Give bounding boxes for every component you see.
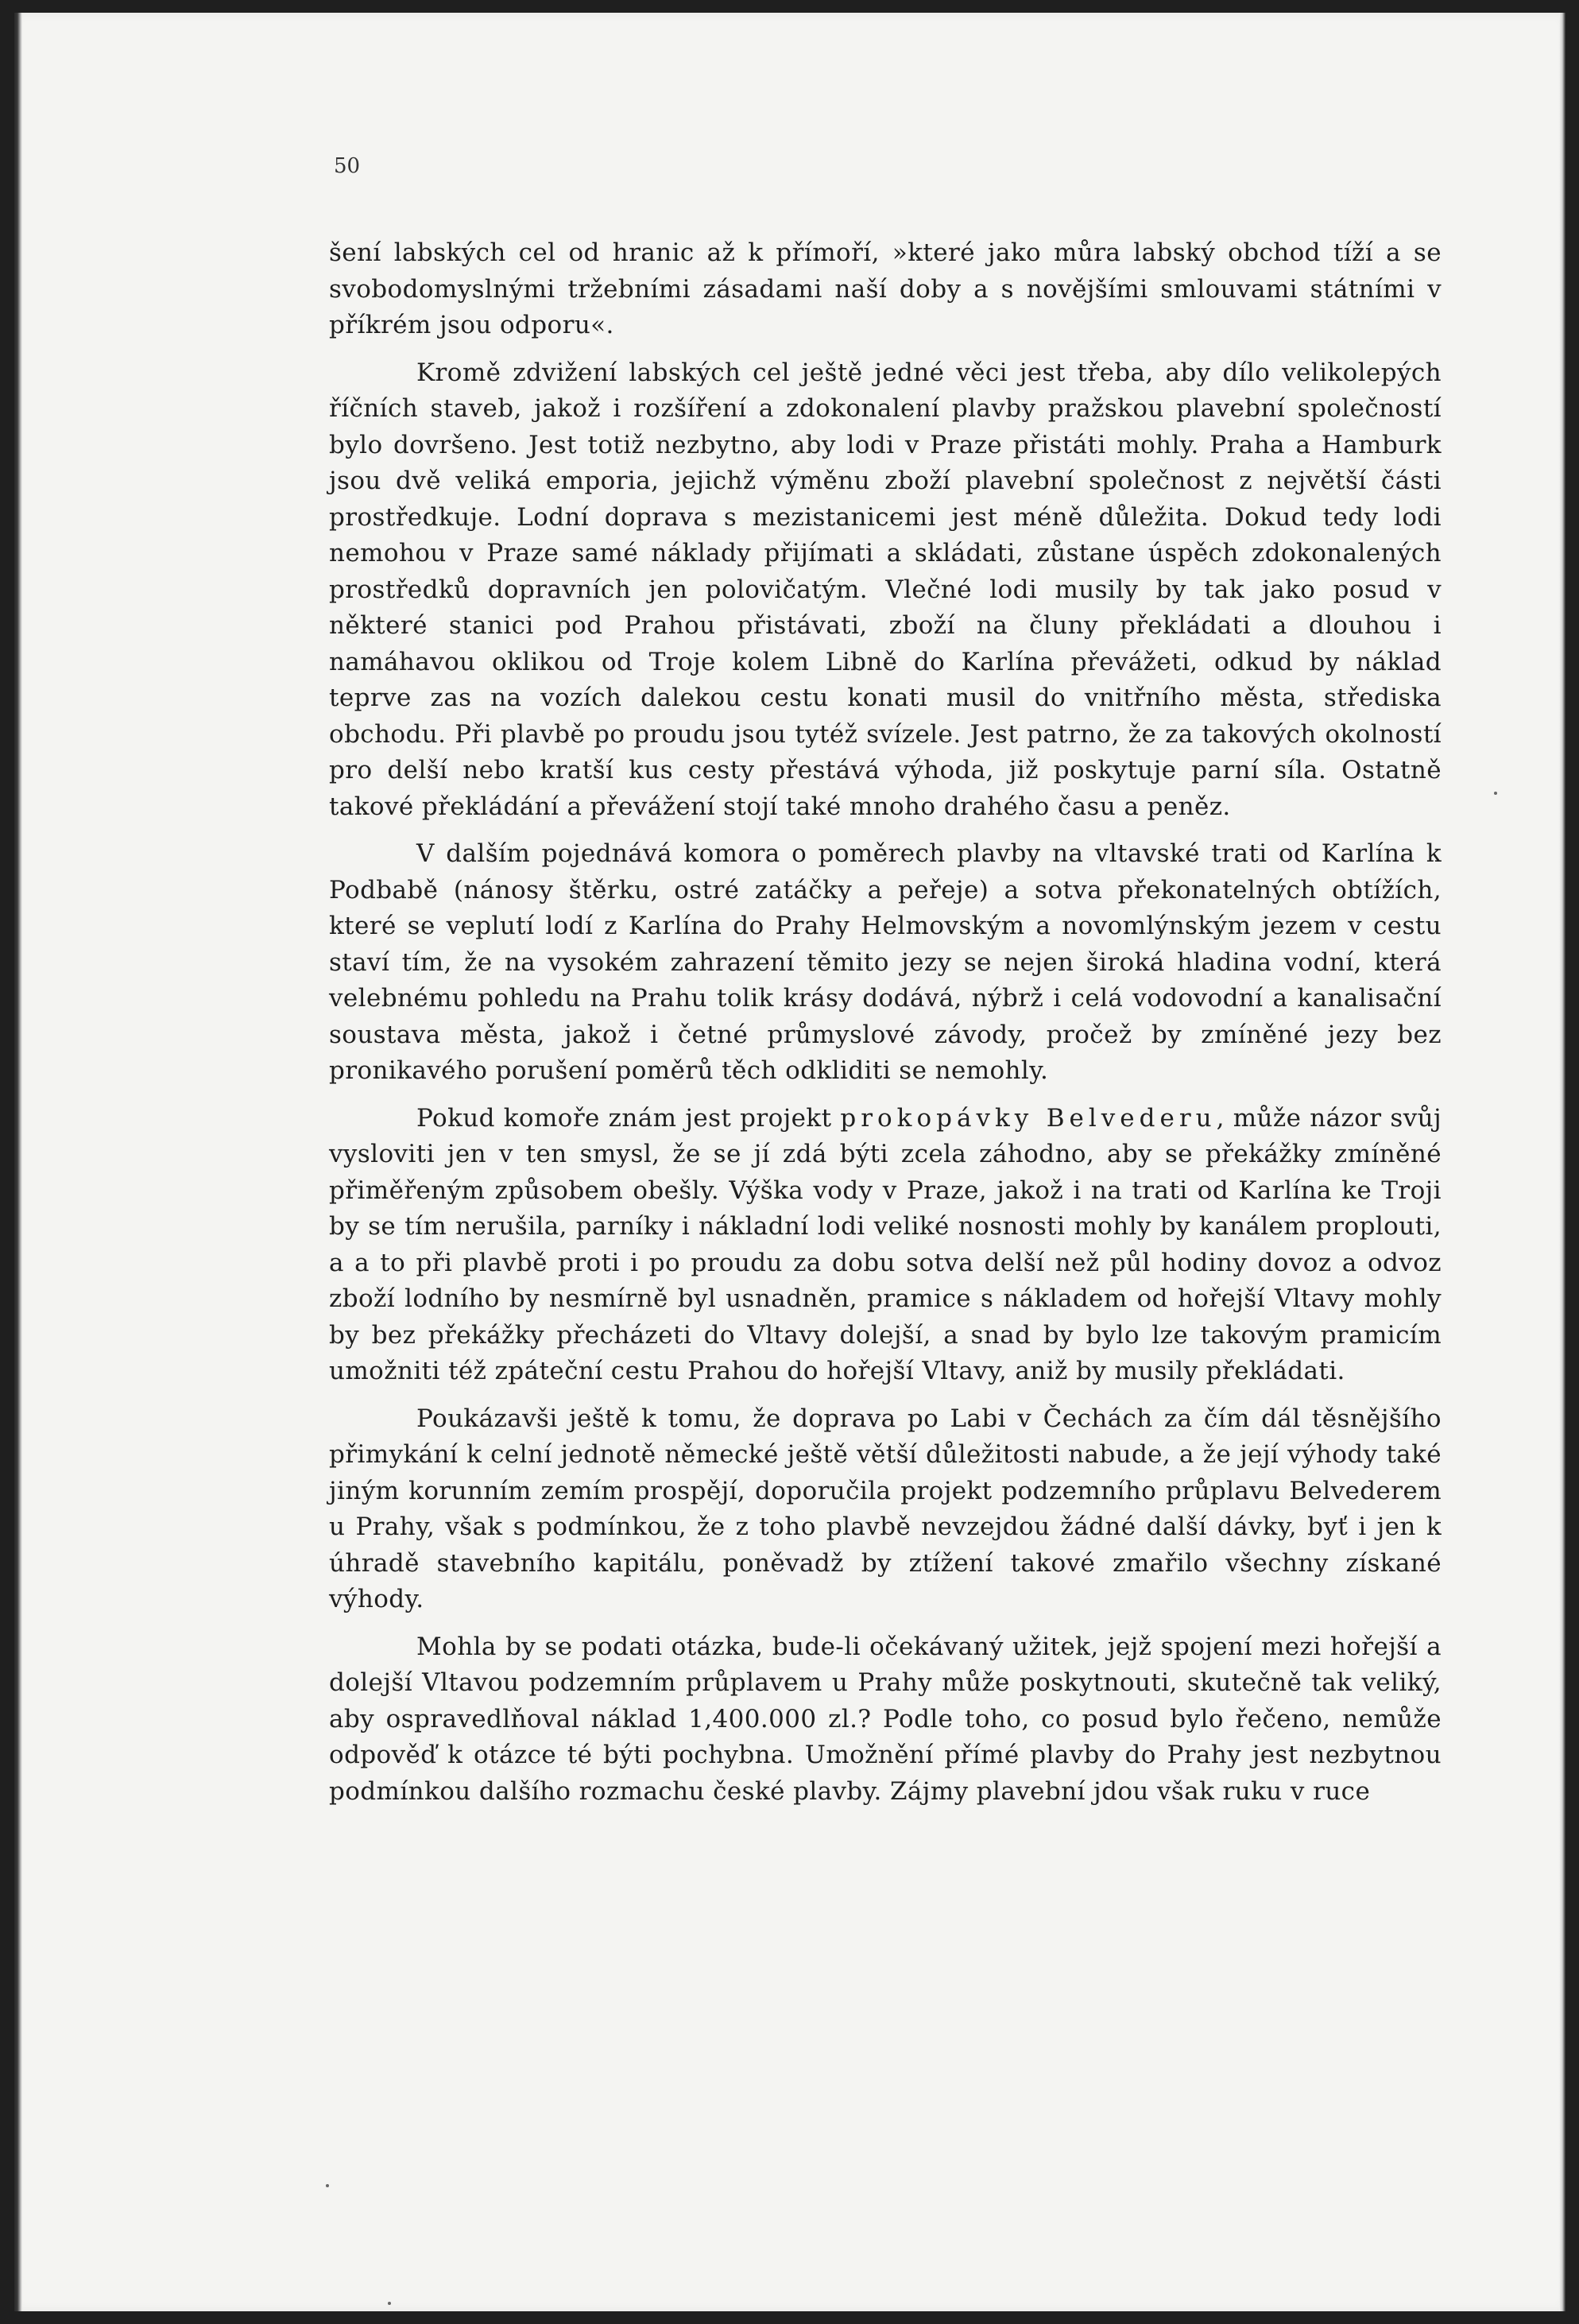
paragraph-4-rest: , může názor svůj vysloviti jen v ten smysl, že se jí zdá býti zcela záhodno, aby se překážky zmíněné přiměřeným způsobem obešly. Výška vody v Praze, jakož i na trati od Karlína ke Troji by se tím nerušila, parníky i nákladní lodi veliké nosnosti mohly by kanálem proplouti, a a to při plavbě proti i po proudu za dobu sotva delší než půl hodiny dovoz a odvoz zboží lodního by nesmírně byl usnadněn, pramice s nákladem od hořejší Vltavy mohly by bez překážky přecházeti do Vltavy dolejší, a snad by bylo lze takovým pramicím umožniti též zpáteční cestu Prahou do hořejší Vltavy, aniž by musily překládati. (329, 1103, 1442, 1385)
paragraph-5: Poukázavši ještě k tomu, že doprava po Labi v Čechách za čím dál těsnějšího přimykání k celní jednotě německé ještě větší důležitosti nabude, a že její výhody také jiným korunním zemím prospějí, doporučila projekt podzemního průplavu Belvederem u Prahy, však s podmínkou, že z toho plavbě nevzejdou žádné další dávky, byť i jen k úhradě stavebního kapitálu, poněvadž by ztížení takové zmařilo všechny získané výhody. (329, 1404, 1442, 1613)
page-left-binding-edge (14, 13, 22, 2311)
body-text (329, 235, 1442, 1821)
paragraph-6: Mohla by se podati otázka, bude-li očekávaný užitek, jejž spojení mezi hořejší a dolejší Vltavou podzemním průplavem u Prahy může poskytnouti, skutečně tak veliký, aby ospravedlňoval náklad 1,400.000 zl.? Podle toho, co posud bylo řečeno, nemůže odpověď k otázce té býti pochybna. Umožnění přímé plavby do Prahy jest nezbytnou podmínkou dalšího rozmachu české plavby. Zájmy plavební jdou však ruku v ruce (329, 1632, 1442, 1806)
scan-speck (388, 2302, 391, 2305)
paragraph-2: Kromě zdvižení labských cel ještě jedné věci jest třeba, aby dílo velikolepých říčních staveb, jakož i rozšíření a zdokonalení plavby pražskou plavební společností bylo dovršeno. Jest totiž nezbytno, aby lodi v Praze přistáti mohly. Praha a Hamburk jsou dvě veliká emporia, jejichž výměnu zboží plavební společnost z největší části prostředkuje. Lodní doprava s mezistanicemi jest méně důležita. Dokud tedy lodi nemohou v Praze samé náklady přijímati a skládati, zůstane úspěch zdokonalených prostředků dopravních jen polovičatým. Vlečné lodi musily by tak jako posud v některé stanici pod Prahou přistávati, zboží na čluny překládati a dlouhou i namáhavou oklikou od Troje kolem Libně do Karlína převážeti, odkud by náklad teprve zas na vozích dalekou cestu konati musil do vnitřního města, střediska obchodu. Při plavbě po proudu jsou tytéž svízele. Jest patrno, že za takových okolností pro delší nebo kratší kus cesty přestává výhoda, již poskytuje parní síla. Ostatně takové překládání a převážení stojí také mnoho drahého času a peněz. (329, 358, 1442, 821)
paragraph-1: šení labských cel od hranic až k přímoří, »které jako můra labský obchod tíží a se svobodomyslnými tržebními zásadami naší doby a s novějšími smlouvami státními v příkrém jsou odporu«. (329, 238, 1442, 339)
scan-speck (326, 2184, 329, 2187)
paragraph-4-emphasis: prokopávky Belvederu (840, 1103, 1217, 1133)
paragraph-4 (329, 1101, 1442, 1390)
page-number: 50 (334, 154, 361, 178)
scanned-page (14, 13, 1565, 2311)
scan-speck (1494, 792, 1497, 795)
paragraph-3: V dalším pojednává komora o poměrech plavby na vltavské trati od Karlína k Podbabě (nánosy štěrku, ostré zatáčky a peřeje) a sotva překonatelných obtížích, které se veplutí lodí z Karlína do Prahy Helmovským a novomlýnským jezem v cestu staví tím, že na vysokém zahrazení těmito jezy se nejen široká hladina vodní, která velebnému pohledu na Prahu tolik krásy dodává, nýbrž i celá vodovodní a kanalisační soustava města, jakož i četné průmyslové závody, pročež by zmíněné jezy bez pronikavého porušení poměrů těch odkliditi se nemohly. (329, 839, 1442, 1085)
page-right-edge (1559, 13, 1565, 2311)
paragraph-4-lead: Pokud komoře znám jest projekt (416, 1103, 841, 1133)
